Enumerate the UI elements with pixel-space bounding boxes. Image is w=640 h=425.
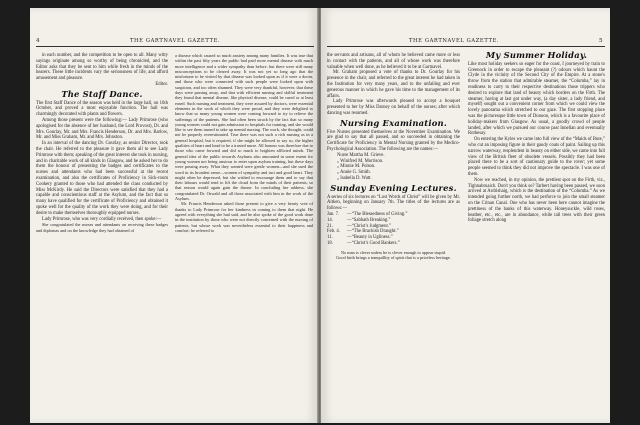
lecture-date: Feb. 4. [327, 229, 340, 235]
left-page [30, 8, 318, 423]
column-left-2 [175, 53, 313, 233]
filler-note: Good birth brings a tranquillity of spirit that is a priceless heritage. [336, 255, 451, 260]
running-head: THE GARTNAVEL GAZETTE. [130, 38, 221, 44]
list-item: „ Annie G. Smith. [337, 170, 371, 176]
section-heading-sunday-lectures: Sunday Evening Lectures. [330, 182, 457, 193]
paragraph: Among those present were the following:— Lady Primrose (who apologised for the absence of her husband, the Lord Provost), Dr. and Mrs. Gourlay, Mr. and Mrs. Francis Henderson, Dr. and Mrs. Barlow, Mr. and Miss Graham, Mr. and Mrs. Johnston. [36, 117, 168, 141]
section-heading-nursing-examination: Nursing Examination. [340, 117, 447, 128]
lecture-date: 18. [327, 240, 333, 246]
paragraph: the servants and artisans, all of whom he believed came more or less in contact with the patients, and all of whose work was therefore valuable when well done, as he believed it to be at Gartnavel. [327, 53, 460, 70]
header-rule [36, 46, 314, 47]
lecture-date: 14. [327, 217, 333, 223]
lecture-title: —“Christ’s Good Bankers.” [347, 240, 400, 246]
page-number: 5 [599, 38, 603, 44]
list-item: „ Isabella D. Watt. [337, 175, 372, 181]
paragraph: a disease which caused so much anxiety among many families. It was true that within the past fifty years the public had paid more mental disease with much more intelligence and a wider sympathy than before, but there were still many misconceptions to be cleared away. It was not yet so long ago that the misfortune to be visited by that disease was looked upon as if it were a doom, and those who were connected with such people were looked upon with suspicion, and too often shunned. They were very thankful, however, that these days were passing away, and that with efficient nursing and skilful treatment they found that mental disease, like physical disease, could be cured or at least eased. Such nursing and treatment, they were assured by doctors, were essential elements in the work of which they were proud, and they were delighted to know that so many young women were coming forward to try to relieve the sufferings of the patients. She had often been struck by the fact that so many young women could not gain admission to hospitals for training, and she would like to see them turned to take up mental nursing. The work, she thought, could not be properly overestimated. True there was not such a rich nursing as in a general hospital, but it required, if she might be allowed to say so, the higher qualities of heart and head to be a trusted nurse. All honour was therefore due to those who came forward and did so much to brighten afflicted minds. The general idea of the public towards Asylums also amounted in some extent for young women not being anxious to enter upon asylum training, but these days were passing away. What they wanted were gentle women—and she used the word in its broadest sense—women of sympathy and tact and good heart. They might often be depressed, but she wished to encourage them and to say that their labours would tend to lift the cloud from the minds of their patients, so that reason would again gain the throne. In concluding her address, she congratulated Dr. Oswald and all those associated with him in the work of the Asylum. [175, 53, 313, 202]
paragraph: in each number, and the competition to be open to all. Many witty sayings originate among so worthy of being chronicled, and the Editor asks that they be sent to him while fresh in the minds of the hearers. These little incidents vary the seriousness of life, and afford amusement and pleasure. [36, 53, 168, 82]
list-item: Nurse Martha M. Grieve. [337, 152, 385, 158]
list-item: „ Minnie M. Polson. [337, 164, 376, 170]
section-heading-summer-holiday: My Summer Holiday. [485, 50, 588, 60]
paragraph: Mr. Graham proposed a vote of thanks to Dr. Gourlay for his presence in the chair, and referred to the great interest he had taken in the Institution for very many years, and to the unfailing and ever generous manner in which he gave his time to the management of its affairs. [327, 70, 460, 99]
paragraph: Mr. Francis Henderson asked those present to give a very hearty vote of thanks to Lady Primrose for her kindness in coming to them that night. He agreed with everything she had said, and he also spoke of the good work done in the institution by those who were not directly concerned with the nursing of patients, but whose work was nevertheless essential to their happiness and comfort; he referred to [175, 201, 313, 233]
paragraph: On entering the Kyles we came into full view of the “Maids of Bute,” who cut an imposing figure in their gaudy coats of paint. Sailing up this narrow waterway, resplendent in beauty on either side, we came into full view of the British fleet of obsolete vessels. Possibly they had been placed there to be a sort of cautionary guide to the rover; yet some people seemed to think they did not improve the spectacle. I was one of them. [468, 137, 605, 177]
names-list [327, 153, 460, 182]
lecture-title: —“Beauty in Ugliness.” [347, 235, 393, 241]
list-item [327, 241, 460, 247]
lectures-list [327, 212, 460, 247]
right-page [321, 8, 610, 423]
column-right-2 [468, 50, 605, 224]
lecture-title: —“Sabbath Breaking.” [347, 217, 391, 223]
lecture-date: Jan. 7. [327, 211, 340, 217]
section-heading-staff-dance: The Staff Dance. [61, 88, 143, 99]
paragraph: Five Nurses presented themselves at the November Examination. We are glad to say that all passed, and so succeeded in obtaining the Certificate for Proficiency in Mental Nursing granted by the Medico-Psychological Association. The following are the names:— [327, 129, 460, 152]
paragraph: A series of six lectures on “Lost Words of Christ” will be given by Mr. Aitken, beginning on January 7th. The titles of the lectures are as follows:— [327, 194, 460, 212]
paragraph: Lady Primrose was afterwards pleased to accept a bouquet presented to her by Miss Darney on behalf of the nurses; after which dancing was resumed. [327, 99, 460, 116]
paragraph: Like most holiday seekers so eager for the coast, I journeyed by train to Greenock in order to escape the pleasant (?) odours which haunt the Clyde in the vicinity of the Second City of the Empire. At a stone's throw from the station that admirable steamer, the “Columba,” lay in readiness to carry to their respective destinations those trippers who desired to explore that land of beauty which borders on the Firth. The steamer, having at last got under way, (a day sister, a lady friend, and myself) sought out a convenient corner from which we could view the lovely panorama which stretched to our gaze. The first stopping place was the picturesque little town of Dunoon, which is a favourite place of holiday-makers from Glasgow. As usual, a goodly crowd of people landed, after which we pursued our course past Innellan and eventually Rothesay. [468, 61, 605, 137]
paragraph: Now we reached, in my opinion, the prettiest spot on the Firth, viz., Tighnabruaich. Don't you think so? Tarbert having been passed, we soon arrived at Ardrishaig, which is the destination of the “Columba.” As we intended going further north, we had perforce to join the small steamer on the Crinan Canal. One who has never been here cannot imagine the prettiness of the banks of this waterway. Honeysuckle, wild roses, heather, etc., etc., are in abundance, while tall trees with their green foliage stretch along [468, 177, 605, 224]
filler-note: No man is clever unless he is clever enough to appear stupid. [340, 249, 446, 255]
column-right-1 [327, 53, 460, 260]
editor-signature: Editor. [155, 81, 168, 87]
lecture-title: —“The Brackish Draught.” [347, 229, 399, 235]
paragraph: In an interval of the dancing Dr. Gourlay, as senior Director, took the chair. He referred to the pleasure it gave them all to see Lady Primrose with them; speaking of the great interest she took in nursing, and in charitable work of all kinds in Glasgow, and he asked her to do them the honour of presenting the badges and certificates to the nurses and attendants who had been successful at the recent examination, and also the certificates of Proficiency in Sick-room Cookery granted to those who had attended the class conducted by Miss McKirdy. He said the Directors were satisfied that they had a capable and conscientious staff at the Asylum, and the fact that so many have qualified for the certificate of Proficiency and obtained it spoke well for the quality of the work they were doing, and for their desire to make themselves thoroughly equipped nurses. [36, 141, 168, 216]
paragraph: Lady Primrose, who was very cordially received, then spoke:— [42, 216, 162, 222]
lecture-date: 11. [327, 235, 333, 241]
column-left-1 [36, 53, 168, 233]
lecture-title: —“Christ’s Judgment.” [347, 223, 392, 229]
lecture-date: 21. [327, 223, 333, 229]
page-number: 4 [36, 38, 40, 44]
list-item: „ Winifred M. Morrison. [337, 158, 384, 164]
header-rule [327, 46, 605, 47]
paragraph: The first Staff Dance of the season was held in the large hall, on 16th October, and proved a most enjoyable function. The hall was charmingly decorated with plants and flowers. [36, 100, 168, 118]
lecture-title: —“The Blessedness of Giving.” [347, 211, 408, 217]
running-head: THE GARTNAVEL GAZETTE. [409, 38, 500, 44]
paragraph: She congratulated the nurses and attendants on receiving these badges and diplomas and on the knowledge they had obtained of [36, 222, 168, 233]
